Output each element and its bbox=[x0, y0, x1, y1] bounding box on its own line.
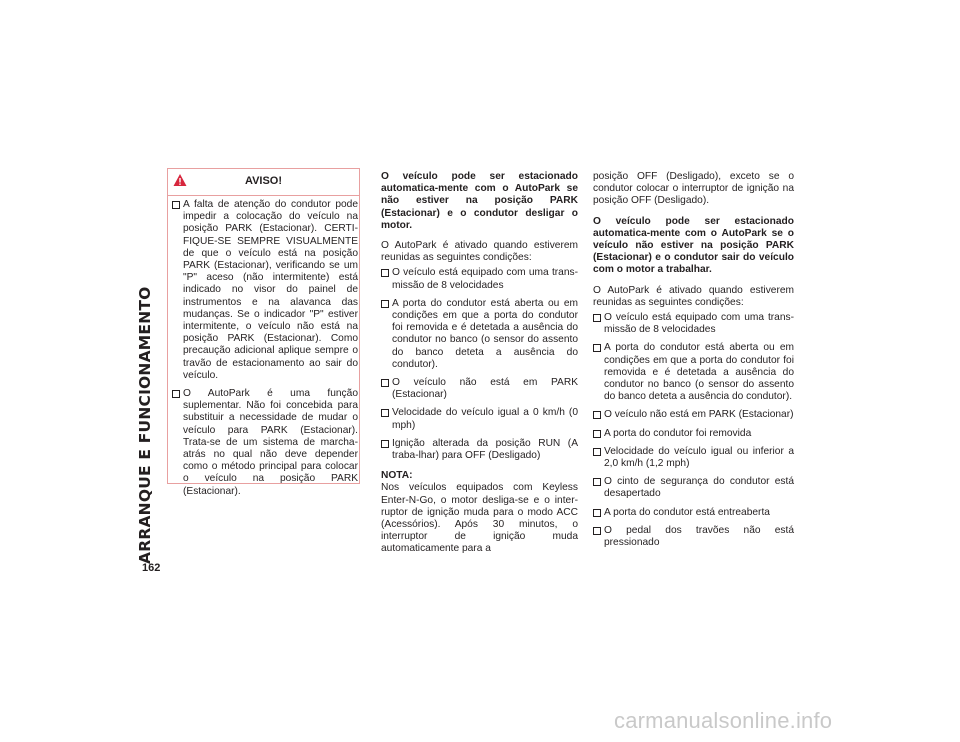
checkbox-square-icon bbox=[593, 478, 601, 486]
warning-body bbox=[172, 199, 358, 504]
condition-item bbox=[381, 298, 578, 371]
middle-column bbox=[381, 171, 578, 564]
continuation-text: posição OFF (Desligado), exceto se o condutor colocar o interruptor de ignição na posição OFF (Desligado). bbox=[593, 171, 794, 207]
condition-text: Velocidade do veículo igual ou inferior a 2,0 km/h (1,2 mph) bbox=[604, 445, 794, 470]
chapter-title-text: ARRANQUE E FUNCIONAMENTO bbox=[136, 286, 154, 564]
condition-text: A porta do condutor está aberta ou em condições em que a porta do condutor foi removida e é detetada a ausência do condutor no banco (o sensor do assento do banco deteta a ausência do condutor). bbox=[604, 342, 794, 403]
checkbox-square-icon bbox=[593, 448, 601, 456]
warning-title: AVISO! bbox=[244, 175, 283, 187]
condition-item bbox=[593, 525, 794, 549]
condition-item bbox=[381, 438, 578, 462]
condition-text: O veículo não está em PARK (Estacionar) bbox=[392, 377, 578, 401]
checkbox-square-icon bbox=[593, 411, 601, 419]
note-label: NOTA: bbox=[381, 470, 413, 482]
condition-text: A porta do condutor está aberta ou em condições em que a porta do condutor foi removida e é detetada a ausência do condutor no banco (o sensor do assento do banco deteta a ausência do condutor). bbox=[392, 297, 578, 370]
condition-item bbox=[593, 428, 794, 440]
checkbox-square-icon bbox=[381, 300, 389, 308]
right-column bbox=[593, 171, 794, 555]
page-number: 162 bbox=[142, 562, 161, 574]
condition-text: A porta do condutor está entreaberta bbox=[604, 506, 770, 518]
condition-item bbox=[381, 407, 578, 431]
condition-text: O pedal dos travões não está pressionado bbox=[604, 524, 794, 549]
condition-text: A porta do condutor foi removida bbox=[604, 427, 752, 439]
condition-item bbox=[381, 267, 578, 291]
checkbox-square-icon bbox=[381, 269, 389, 277]
condition-item bbox=[593, 312, 794, 336]
warning-item bbox=[172, 199, 358, 382]
checkbox-square-icon bbox=[381, 409, 389, 417]
condition-text: Ignição alterada da posição RUN (A traba-lhar) para OFF (Desligado) bbox=[392, 437, 578, 462]
middle-intro: O AutoPark é ativado quando estiverem reunidas as seguintes condições: bbox=[381, 240, 578, 264]
warning-item bbox=[172, 388, 358, 498]
bullet-square-icon bbox=[172, 201, 180, 209]
condition-item bbox=[593, 409, 794, 421]
watermark: carmanualsonline.info bbox=[614, 708, 833, 733]
checkbox-square-icon bbox=[593, 527, 601, 535]
condition-item bbox=[381, 377, 578, 401]
condition-item bbox=[593, 342, 794, 403]
condition-text: O veículo não está em PARK (Estacionar) bbox=[604, 409, 794, 421]
condition-text: O veículo está equipado com uma trans-missão de 8 velocidades bbox=[392, 267, 578, 291]
note bbox=[381, 470, 578, 555]
middle-heading: O veículo pode ser estacionado automatica-mente com o AutoPark se não estiver na posição PARK (Estacionar) e o condutor desligar o motor. bbox=[381, 171, 578, 231]
checkbox-square-icon bbox=[593, 314, 601, 322]
checkbox-square-icon bbox=[381, 440, 389, 448]
warning-header bbox=[168, 169, 359, 196]
warning-item-text: O AutoPark é uma função suplementar. Não foi concebida para substituir a necessidade de mudar o veículo para PARK (Estacionar). Trata-se de um sistema de marcha-atrás no qual não deve depender como o método principal para colocar o veículo na posição PARK (Estacionar). bbox=[183, 388, 358, 497]
checkbox-square-icon bbox=[593, 509, 601, 517]
condition-item bbox=[593, 476, 794, 500]
chapter-side-title bbox=[136, 168, 156, 564]
condition-item bbox=[593, 446, 794, 470]
warning-item-text: A falta de atenção do condutor pode impedir a colocação do veículo na posição PARK (Estacionar). CERTI-FIQUE-SE SEMPRE VISUALMENTE de que o veículo está na posição PARK (Estacionar), verificando se um "P" aceso (não intermitente) está indicado no visor do painel de instrumentos e na alavanca das mudanças. Se o indicador "P" estiver intermitente, o veículo não está na posição PARK (Estacionar). Como precaução adicional aplique sempre o travão de estacionamento ao sair do veículo. bbox=[183, 199, 358, 381]
right-heading: O veículo pode ser estacionado automatica-mente com o AutoPark se o veículo não estiver na posição PARK (Estacionar) e o condutor sair do veículo com o motor a trabalhar. bbox=[593, 215, 794, 276]
bullet-square-icon bbox=[172, 390, 180, 398]
condition-text: O veículo está equipado com uma trans-missão de 8 velocidades bbox=[604, 312, 794, 336]
right-intro: O AutoPark é ativado quando estiverem reunidas as seguintes condições: bbox=[593, 284, 794, 308]
note-text: Nos veículos equipados com Keyless Enter-N-Go, o motor desliga-se e o inter-ruptor de ignição muda para o modo ACC (Acessórios). Após 30 minutos, o interruptor de ignição muda automaticamente para a bbox=[381, 482, 578, 555]
condition-text: Velocidade do veículo igual a 0 km/h (0 mph) bbox=[392, 407, 578, 431]
condition-item bbox=[593, 507, 794, 519]
condition-text: O cinto de segurança do condutor está desapertado bbox=[604, 476, 794, 500]
checkbox-square-icon bbox=[381, 379, 389, 387]
checkbox-square-icon bbox=[593, 344, 601, 352]
checkbox-square-icon bbox=[593, 430, 601, 438]
